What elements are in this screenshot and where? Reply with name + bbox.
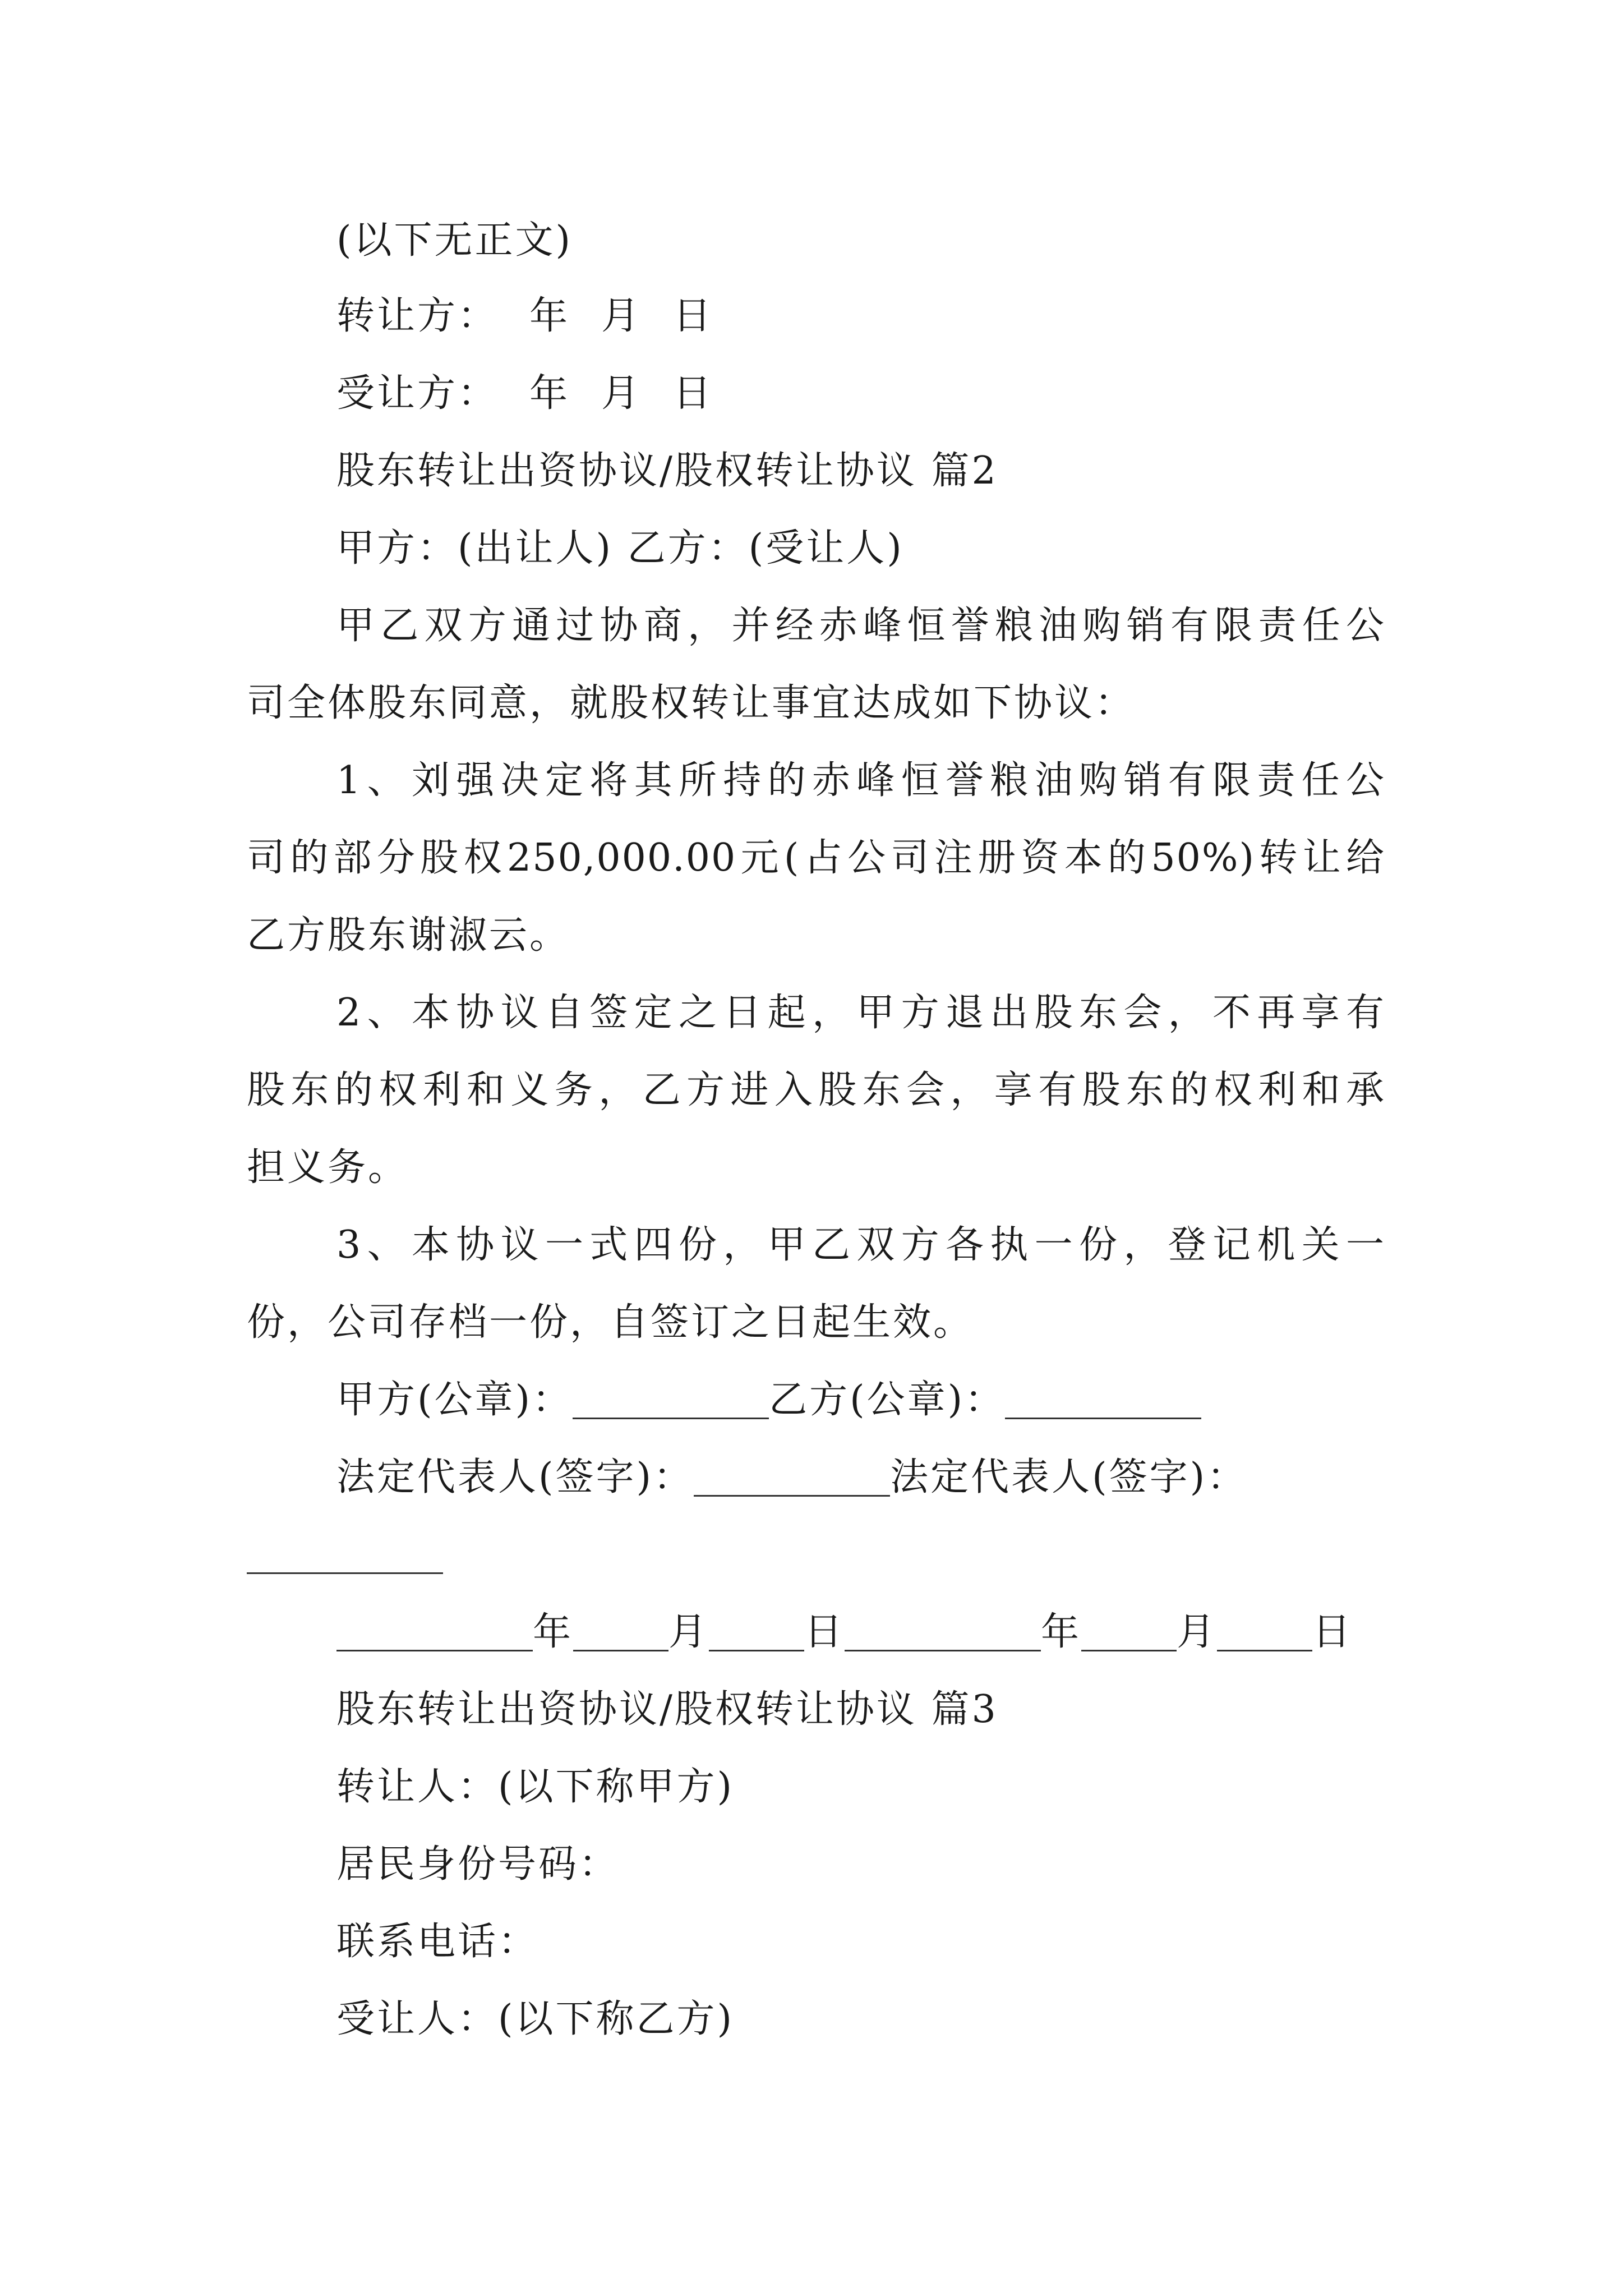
transferee-label: 受让方：: [336, 371, 499, 416]
paragraph-intro-line-2: 司全体股东同意，就股权转让事宜达成如下协议：: [247, 681, 1136, 725]
paragraph-intro-line-1: 甲乙双方通过协商，并经赤峰恒誉粮油购销有限责任公: [336, 604, 1385, 648]
section-title-2: 股东转让出资协议/股权转让协议 篇2: [336, 449, 998, 493]
transferee-date-line: [336, 371, 714, 416]
party-a-day-blank[interactable]: [709, 1615, 804, 1651]
transferor-party-a-line: 转让人：(以下称甲方): [336, 1765, 735, 1809]
date-year-label: 年: [529, 294, 570, 338]
date-month-label: 月: [668, 1610, 709, 1654]
date-day-label: 日: [673, 371, 714, 416]
representative-line: [336, 1455, 1248, 1499]
party-a-representative-label: 法定代表人(签字)：: [336, 1455, 694, 1499]
party-b-year-blank[interactable]: [845, 1615, 1041, 1651]
party-b-seal-label: 乙方(公章)：: [769, 1378, 1006, 1422]
clause-2-line-3: 担义务。: [247, 1145, 409, 1190]
date-month-label: 月: [1177, 1610, 1218, 1654]
date-year-label: 年: [529, 371, 570, 416]
clause-2-line-1: 2、本协议自签定之日起，甲方退出股东会，不再享有: [336, 991, 1385, 1035]
id-number-label: 居民身份号码：: [336, 1842, 620, 1887]
no-body-text-note: (以下无正文): [336, 218, 573, 263]
clause-1-line-3: 乙方股东谢淑云。: [247, 913, 570, 958]
party-b-representative-blank[interactable]: [247, 1538, 443, 1574]
date-year-label: 年: [533, 1610, 574, 1654]
section-title-3: 股东转让出资协议/股权转让协议 篇3: [336, 1687, 998, 1732]
date-day-label: 日: [673, 294, 714, 338]
party-a-year-blank[interactable]: [336, 1615, 533, 1651]
clause-1-line-2: 司的部分股权250,000.00元(占公司注册资本的50%)转让给: [247, 836, 1385, 880]
clause-1-line-1: 1、刘强决定将其所持的赤峰恒誉粮油购销有限责任公: [336, 758, 1385, 803]
party-a-seal-label: 甲方(公章)：: [336, 1378, 573, 1422]
party-a-month-blank[interactable]: [573, 1615, 668, 1651]
party-b-day-blank[interactable]: [1217, 1615, 1312, 1651]
date-day-label: 日: [1312, 1610, 1353, 1654]
phone-label: 联系电话：: [336, 1920, 539, 1964]
seal-line: [336, 1378, 1201, 1422]
party-b-month-blank[interactable]: [1081, 1615, 1177, 1651]
transferor-date-line: [336, 294, 714, 338]
clause-2-line-2: 股东的权利和义务，乙方进入股东会，享有股东的权利和承: [247, 1068, 1385, 1112]
date-year-label: 年: [1041, 1610, 1082, 1654]
signing-date-line: [336, 1610, 1353, 1654]
party-b-seal-blank[interactable]: [1005, 1383, 1201, 1419]
party-a-seal-blank[interactable]: [573, 1383, 769, 1419]
party-a-representative-blank[interactable]: [694, 1460, 890, 1497]
transferee-party-b-line: 受让人：(以下称乙方): [336, 1997, 735, 2041]
party-b-representative-label: 法定代表人(签字)：: [890, 1455, 1248, 1499]
parties-line: 甲方：(出让人) 乙方：(受让人): [336, 526, 904, 570]
clause-3-line-1: 3、本协议一式四份，甲乙双方各执一份，登记机关一: [336, 1223, 1385, 1267]
date-month-label: 月: [601, 371, 642, 416]
date-day-label: 日: [804, 1610, 845, 1654]
transferor-label: 转让方：: [336, 294, 499, 338]
clause-3-line-2: 份，公司存档一份，自签订之日起生效。: [247, 1300, 974, 1345]
date-month-label: 月: [601, 294, 642, 338]
representative-continuation-line: [247, 1536, 443, 1574]
